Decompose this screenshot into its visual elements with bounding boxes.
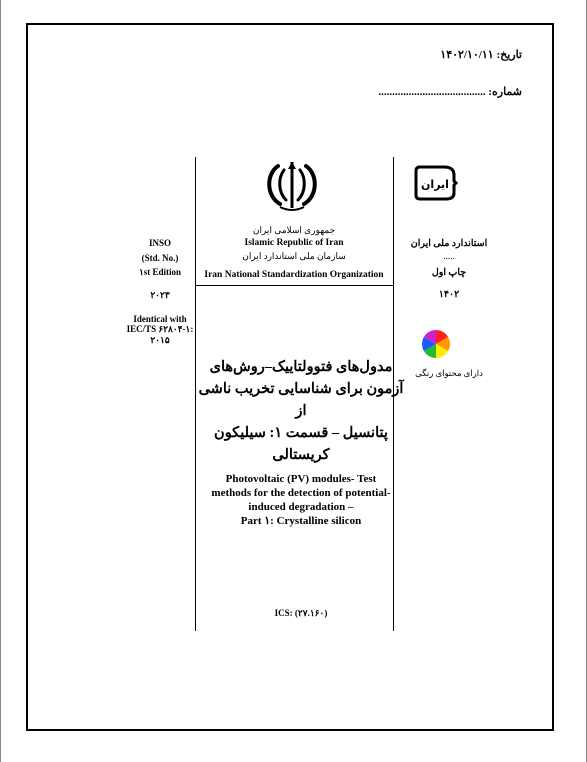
identical-with: Identical with: [133, 314, 187, 324]
standard-number: .....: [443, 252, 455, 262]
color-content-note: دارای محتوای رنگی: [415, 368, 483, 378]
fa-organization: سازمان ملی استاندارد ایران: [242, 251, 346, 261]
inso-code: INSO: [148, 238, 171, 248]
national-standard-label: استاندارد ملی ایران: [410, 239, 488, 249]
iec-reference: IEC/TS ۶۲۸۰۴-۱:: [126, 324, 194, 334]
title-persian: [196, 356, 406, 466]
title-fa-line-2: آزمون برای شناسایی تخریب ناشی از: [198, 381, 404, 419]
edition: ۱st Edition: [138, 267, 182, 277]
publication-year: ۱۴۰۲: [438, 290, 460, 300]
iec-year: ۲۰۱۵: [150, 335, 170, 345]
fa-country: جمهوری اسلامی ایران: [252, 225, 336, 235]
title-en-line-1: Photovoltaic (PV) modules- Test: [225, 473, 377, 485]
title-en-line-2: methods for the detection of potential-: [211, 487, 391, 499]
number-line: [378, 85, 522, 98]
color-wheel-icon: [422, 330, 450, 358]
edition-label: چاپ اول: [431, 268, 467, 278]
title-fa-line-4: کریستالی: [272, 447, 330, 463]
number-value: .......................................: [378, 86, 486, 98]
en-country: Islamic Republic of Iran: [244, 238, 344, 248]
title-en-line-4: Part ۱: Crystalline silicon: [240, 515, 362, 527]
date-value: ۱۴۰۲/۱۰/۱۱: [440, 49, 494, 61]
title-en-line-3: induced degradation –: [248, 501, 354, 513]
logo-text: ایران: [421, 178, 449, 191]
title-fa-line-3: پتانسیل – قسمت ۱: سیلیکون: [214, 425, 388, 441]
date-label: تاریخ:: [496, 49, 522, 61]
page-left-edge: [0, 0, 1, 762]
number-label: شماره:: [488, 86, 522, 98]
standard-logo-icon: [414, 163, 460, 203]
date-line: [440, 48, 522, 61]
title-english: [196, 472, 406, 528]
ics-code: ICS: (۲۷.۱۶۰): [274, 608, 328, 618]
std-no: (Std. No.): [141, 253, 179, 263]
title-fa-line-1: مدول‌های فتوولتاییک–روش‌های: [209, 359, 393, 375]
en-organization: Iran National Standardization Organization: [204, 270, 384, 280]
edition-year: ۲۰۲۳: [150, 290, 170, 300]
iran-emblem-icon: [262, 160, 322, 214]
org-underline: [196, 285, 393, 286]
